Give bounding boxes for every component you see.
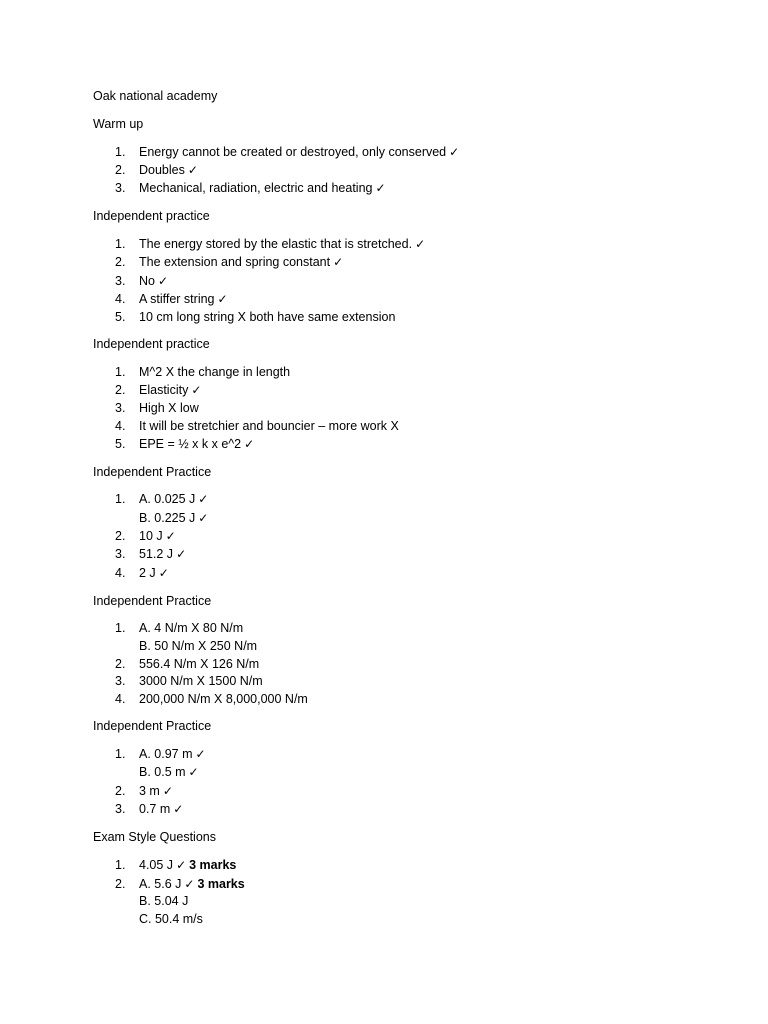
list-item: B. 5.04 J	[139, 894, 189, 908]
list-item: 2. 556.4 N/m X 126 N/m	[115, 657, 260, 671]
check-mark-icon: ✓	[198, 492, 209, 506]
list-item: 1. 4.05 J ✓ 3 marks	[115, 858, 237, 872]
list-item: 4. It will be stretchier and bouncier – more work X	[115, 419, 399, 433]
check-mark-icon: ✓	[195, 747, 206, 761]
check-mark-icon: ✓	[415, 237, 426, 251]
check-mark-icon: ✓	[162, 784, 173, 798]
list-item: 4. A stiffer string ✓	[115, 292, 228, 306]
list-item: 2. A. 5.6 J ✓ 3 marks	[115, 877, 245, 891]
list-item: B. 0.5 m ✓	[139, 765, 199, 779]
check-mark-icon: ✓	[158, 566, 169, 580]
list-item: B. 0.225 J ✓	[139, 511, 209, 525]
list-item: 2. 3 m ✓	[115, 784, 173, 798]
check-mark-icon: ✓	[198, 511, 209, 525]
section-heading-independent-practice-4: Independent Practice	[93, 594, 212, 608]
list-item: 5. EPE = ½ x k x e^2 ✓	[115, 437, 255, 451]
list-item: 2. Elasticity ✓	[115, 383, 202, 397]
check-mark-icon: ✓	[184, 877, 195, 891]
list-item: B. 50 N/m X 250 N/m	[139, 639, 258, 653]
list-item: 4. 200,000 N/m X 8,000,000 N/m	[115, 692, 308, 706]
section-heading-warm-up: Warm up	[93, 117, 144, 131]
check-mark-icon: ✓	[449, 145, 460, 159]
list-item: 3. 3000 N/m X 1500 N/m	[115, 674, 263, 688]
list-item: 1. A. 0.025 J ✓	[115, 492, 209, 506]
section-heading-independent-practice-1: Independent practice	[93, 209, 210, 223]
list-item: 1. A. 0.97 m ✓	[115, 747, 206, 761]
section-heading-independent-practice-3: Independent Practice	[93, 465, 212, 479]
marks-label: 3 marks	[189, 858, 237, 872]
check-mark-icon: ✓	[187, 163, 198, 177]
list-item: 2. Doubles ✓	[115, 163, 198, 177]
list-item: 5. 10 cm long string X both have same extension	[115, 310, 396, 324]
check-mark-icon: ✓	[176, 547, 187, 561]
check-mark-icon: ✓	[375, 181, 386, 195]
list-item: 2. The extension and spring constant ✓	[115, 255, 344, 269]
check-mark-icon: ✓	[244, 437, 255, 451]
list-item: 2. 10 J ✓	[115, 529, 176, 543]
document-title: Oak national academy	[93, 89, 218, 103]
list-item: 3. High X low	[115, 401, 199, 415]
check-mark-icon: ✓	[333, 255, 344, 269]
list-item: 3. No ✓	[115, 274, 169, 288]
section-heading-independent-practice-2: Independent practice	[93, 337, 210, 351]
section-heading-exam-style-questions: Exam Style Questions	[93, 830, 216, 844]
check-mark-icon: ✓	[157, 274, 169, 288]
check-mark-icon: ✓	[165, 529, 176, 543]
check-mark-icon: ✓	[188, 765, 199, 779]
check-mark-icon: ✓	[173, 802, 184, 816]
check-mark-icon: ✓	[176, 858, 187, 872]
list-item: 3. Mechanical, radiation, electric and heating ✓	[115, 181, 386, 195]
list-item: 1. Energy cannot be created or destroyed, only conserved ✓	[115, 145, 460, 159]
list-item: C. 50.4 m/s	[139, 912, 203, 926]
list-item: 3. 0.7 m ✓	[115, 802, 184, 816]
list-item: 4. 2 J ✓	[115, 566, 169, 580]
check-mark-icon: ✓	[217, 292, 228, 306]
check-mark-icon: ✓	[191, 383, 202, 397]
list-item: 3. 51.2 J ✓	[115, 547, 187, 561]
list-item: 1. The energy stored by the elastic that is stretched. ✓	[115, 237, 426, 251]
section-heading-independent-practice-5: Independent Practice	[93, 719, 212, 733]
list-item: 1. A. 4 N/m X 80 N/m	[115, 621, 244, 635]
list-item: 1. M^2 X the change in length	[115, 365, 291, 379]
marks-label: 3 marks	[197, 877, 245, 891]
